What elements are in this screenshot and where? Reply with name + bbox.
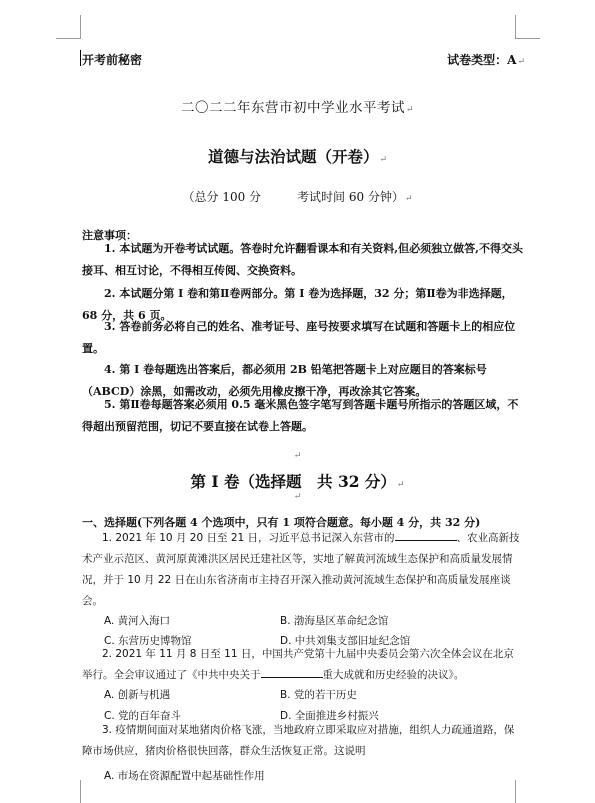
notice-item-3: 3. 答卷前务必将自己的姓名、准考证号、座号按要求填写在试题和答题卡上的相应位置。 (82, 320, 516, 355)
paragraph-mark-icon: ↵ (405, 105, 415, 115)
q1-option-d: D. 中共刘集支部旧址纪念馆 (280, 635, 411, 647)
notice-item-1: 1. 本试题为开卷考试试题。答卷时允许翻看课本和有关资料,但必须独立做答,不得交头接耳、相互讨论，不得相互传阅、交换资料。 (82, 242, 523, 277)
answer-blank (261, 667, 323, 678)
q2-option-b: B. 党的若干历史 (280, 689, 357, 701)
subject-title: 道德与法治试题（开卷）↵ (207, 147, 388, 166)
q1-option-a: A. 黄河入海口 (104, 615, 171, 627)
question-1: 1. 2021 年 10 月 20 日至 21 日，习近平总书记深入东营市的 、农业高新技术产业示范区、黄河原黄滩洪区居民迁建社区等，实地了解黄河流域生态保护和高质量发展情况，并于 10 月 22 日在山东省济南市主持召开深入推动黄河流域生态保护和高质量发展座谈会。 (82, 532, 520, 607)
score-time-line: （总分 100 分 考试时间 60 分钟）↵ (182, 190, 413, 204)
paragraph-mark-icon: ↵ (396, 480, 405, 490)
notice-item-2: 2. 本试题分第 I 卷和第Ⅱ卷两部分。第 I 卷为选择题，32 分；第Ⅱ卷为非选择题，68 分，共 6 页。 (82, 287, 513, 322)
exam-name: 二〇二二年东营市初中学业水平考试↵ (180, 100, 415, 116)
question-3: 3. 疫情期间面对某地猪肉价格飞涨，当地政府立即采取应对措施，组织人力疏通道路，保障市场供应，猪肉价格很快回落，群众生活恢复正常。这说明 (82, 724, 515, 757)
q2-option-d: D. 全面推进乡村振兴 (280, 710, 379, 722)
question-2: 2. 2021 年 11 月 8 日至 11 日，中国共产党第十九届中央委员会第六次全体会议在北京举行。全会审议通过了《中共中央关于 重大成就和历史经验的决议》。 (82, 648, 514, 681)
paragraph-mark-icon: ↵ (293, 492, 302, 502)
paragraph-mark-icon: ↵ (517, 57, 525, 67)
notice-item-4: 4. 第 I 卷每题选出答案后，都必须用 2B 铅笔把答题卡上对应题目的答案标号（ABCD）涂黑，如需改动，必须先用橡皮擦干净，再改涂其它答案。 (82, 363, 487, 398)
section-heading: 一、选择题(下列各题 4 个选项中，只有 1 项符合题意。每小题 4 分，共 32 分) (82, 516, 481, 529)
crop-mark-top-right-v (515, 15, 516, 39)
crop-mark-top-left-h (56, 38, 80, 39)
q2-option-a: A. 创新与机遇 (104, 689, 171, 701)
q1-option-c: C. 东营历史博物馆 (104, 635, 192, 647)
notice-heading: 注意事项： (82, 229, 137, 242)
paragraph-mark-icon: ↵ (379, 155, 388, 165)
crop-mark-top-right-h (516, 38, 540, 39)
notice-item-5: 5. 第Ⅱ卷每题答案必须用 0.5 毫米黑色签字笔写到答题卡题号所指示的答题区域，不得超出预留范围，切记不要直接在试卷上答题。 (82, 398, 519, 433)
crop-mark-bottom-left-v (80, 780, 81, 803)
confidential-label: 开考前秘密 (82, 53, 143, 67)
q3-option-a: A. 市场在资源配置中起基础性作用 (104, 770, 265, 782)
part1-title: 第 I 卷（选择题 共 32 分）↵ (190, 472, 405, 491)
text-cursor (80, 50, 81, 66)
q2-option-c: C. 党的百年奋斗 (104, 710, 182, 722)
paragraph-mark-icon: ↵ (404, 194, 413, 204)
paper-type-label: 试卷类型：A↵ (447, 53, 525, 67)
crop-mark-top-left-v (80, 15, 81, 39)
paragraph-mark-icon: ↵ (293, 451, 302, 461)
crop-mark-bottom-right-v (515, 780, 516, 803)
q1-option-b: B. 渤海垦区革命纪念馆 (280, 615, 389, 627)
answer-blank (395, 530, 457, 541)
